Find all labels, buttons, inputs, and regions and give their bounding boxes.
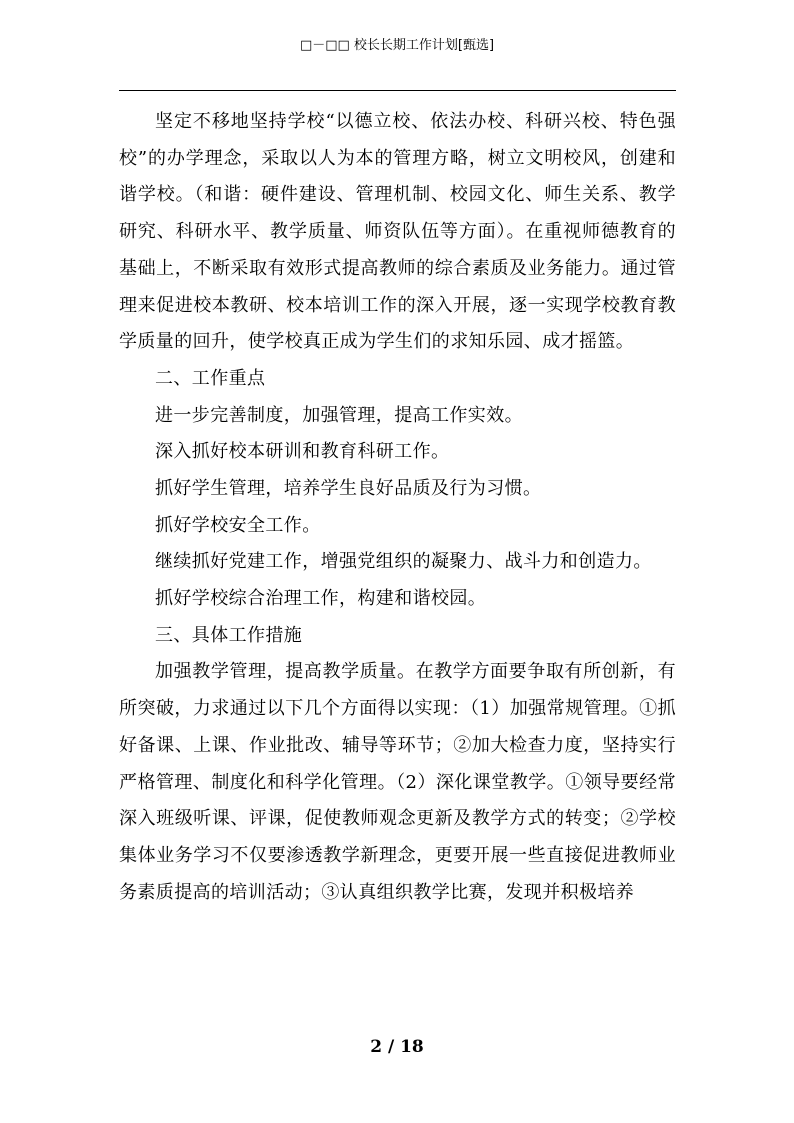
header-divider <box>119 90 676 91</box>
list-item: 进一步完善制度，加强管理，提高工作实效。 <box>155 404 523 426</box>
document-title: □－□□ 校长长期工作计划[甄选] <box>299 38 495 53</box>
list-item: 抓好学生管理，培养学生良好品质及行为习惯。 <box>155 477 542 499</box>
section-heading-priorities: 二、工作重点 <box>155 367 266 389</box>
paragraph-teaching-management: 加强教学管理，提高教学质量。在教学方面要争取有所创新，有所突破，力求通过以下几个方面得以实现：（1）加强常规管理。①抓好备课、上课、作业批改、辅导等环节；②加大检查力度，坚持实行严格管理、制度化和科学化管理。（2）深化课堂教学。①领导要经常深入班级听课、评课，促使教师观念更新及教学方式的转变；②学校集体业务学习不仅要渗透教学新理念，更要开展一些直接促进教师业务素质提高的培训活动；③认真组织教学比赛，发现并积极培养 <box>119 661 676 903</box>
page-footer <box>0 1036 794 1058</box>
document-body <box>119 104 676 911</box>
list-item: 抓好学校综合治理工作，构建和谐校园。 <box>155 588 487 610</box>
page-number: 2 / 18 <box>370 1037 424 1057</box>
page-header <box>0 37 794 55</box>
paragraph-philosophy: 坚定不移地坚持学校“以德立校、依法办校、科研兴校、特色强校”的办学理念，采取以人为本的管理方略，树立文明校风，创建和谐学校。（和谐：硬件建设、管理机制、校园文化、师生关系、教学研究、科研水平、教学质量、师资队伍等方面）。在重视师德教育的基础上，不断采取有效形式提高教师的综合素质及业务能力。通过管理来促进校本教研、校本培训工作的深入开展，逐一实现学校教育教学质量的回升，使学校真正成为学生们的求知乐园、成才摇篮。 <box>119 111 676 353</box>
section-heading-measures: 三、具体工作措施 <box>155 624 303 646</box>
list-item: 继续抓好党建工作，增强党组织的凝聚力、战斗力和创造力。 <box>155 551 652 573</box>
list-item: 深入抓好校本研训和教育科研工作。 <box>155 441 450 463</box>
list-item: 抓好学校安全工作。 <box>155 514 321 536</box>
